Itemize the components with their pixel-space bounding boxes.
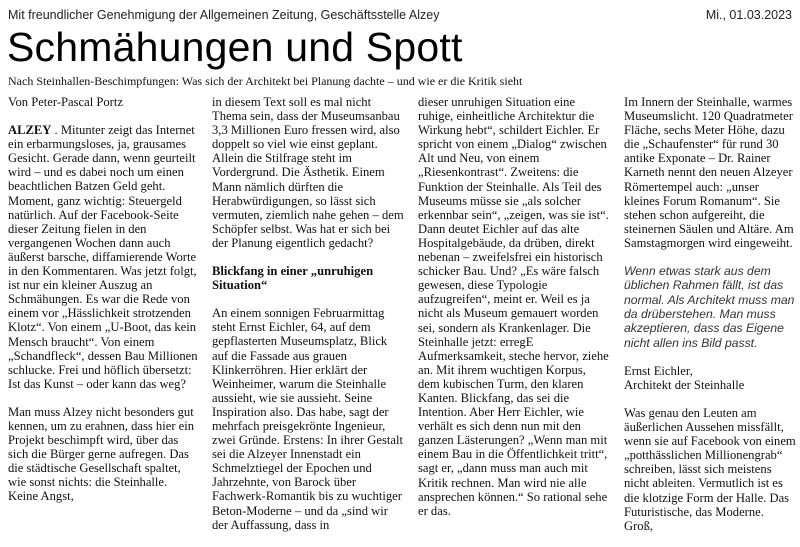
quote-attribution: [624, 364, 796, 392]
paragraph: Man muss Alzey nicht besonders gut kennen, um zu erahnen, dass hier ein Projekt beschimpft wird, über das sich die Bürger gerne aufregen. Das die städtische Gesellschaft spaltet, wie sonst nichts: die Steinhalle. Keine Angst,: [8, 404, 195, 504]
column-1: [8, 95, 198, 518]
headline: Schmähungen und Spott: [7, 24, 463, 70]
column-2: [212, 95, 404, 546]
quote-name: Ernst Eichler,: [624, 363, 693, 378]
paragraph: Was genau den Leuten am äußerlichen Aussehen missfällt, wenn sie auf Facebook von einem „potthässlichen Millionengrab“ schreiben, lässt sich meistens nicht ableiten. Vermutlich ist es die klotzige Form der Halle. Das Futuristische, das Moderne. Groß,: [624, 406, 796, 533]
section-subheading: Blickfang in einer „unruhigen Situation“: [212, 264, 374, 293]
publication-date: Mi., 01.03.2023: [705, 8, 792, 22]
paragraph: dieser unruhigen Situation eine ruhige, einheitliche Architektur die Wirkung hebt“, schildert Eichler. Er spricht von einem „Dialog“ zwischen Alt und Neu, von einem „Riesenkontrast“. Zweitens: die Funktion der Steinhalle. Als Teil des Museums müsse sie „als solcher erkennbar sein“, „zeigen, was sie ist“. Dann deutet Eichler auf das alte Hospitalgebäude, da drüben, direkt nebenan – zweifelsfrei ein historisch schicker Bau. Und? „Es wäre falsch gewesen, diese Typologie aufzugreifen“, meint er. Weil es ja nicht als Museum gemauert worden sei, sondern als Krankenlager. Die Steinhalle jetzt: erregE Aufmerksamkeit, steche hervor, ziehe an. Mit ihrem wuchtigen Korpus, dem kubischen Turm, den klaren Kanten. Blickfang, das sei die Intention. Aber Herr Eichler, wie verhält es sich denn nun mit den ganzen Lästerungen? „Wenn man mit einem Bau in die Öffentlichkeit tritt“, sagt er, „dann muss man auch mit Kritik rechnen. Man wird nie alle ansprechen können.“ So rational sehe er das.: [418, 95, 609, 518]
quote-role: Architekt der Steinhalle: [624, 377, 745, 392]
paragraph: Im Innern der Steinhalle, warmes Museumslicht. 120 Quadratmeter Fläche, sechs Meter Höhe, dazu die „Schaufenster“ für rund 30 antike Exponate – Dr. Rainer Karneth nennt den neuen Alzeyer Römertempel auch: „unser kleines Forum Romanum“. Sie stehen schon aufgereiht, die steinernen Säulen und Altäre. Am Samstagmorgen wird eingeweiht.: [624, 95, 794, 250]
paragraph: in diesem Text soll es mal nicht Thema sein, dass der Museumsanbau 3,3 Millionen Euro fressen wird, also doppelt so viel wie einst geplant. Allein die Stilfrage steht im Vordergrund. Die Ästhetik. Einem Mann nämlich dürften die Herabwürdigungen, so lässt sich vermuten, ziemlich nahe gehen – dem Schöpfer selbst. Was hat er sich bei der Planung eigentlich gedacht?: [212, 95, 404, 250]
column-4: [624, 95, 796, 547]
lead-text: . Mitunter zeigt das Internet ein erbarmungsloses, ja, grausames Gesicht. Gerade dann, wenn geurteilt wird – und es dabei noch um einen beachtlichen Batzen Geld geht. Moment, ganz wichtig: Steuergeld natürlich. Auf der Facebook-Seite dieser Zeitung fielen in den vergangenen Wochen dann auch äußerst barsche, diffamierende Worte in den Kommentaren. Was jetzt folgt, ist nur ein kleiner Auszug an Schmähungen. Es war die Rede von einem vor „Hässlichkeit strotzenden Klotz“. Von einem „U-Boot, das kein Mensch braucht“. Von einem „Schandfleck“, dessen Bau Millionen schlucke. Frei und höflich übersetzt: Ist das Kunst – oder kann das weg?: [8, 123, 198, 391]
author-byline: Von Peter-Pascal Portz: [8, 95, 123, 109]
column-3: [418, 95, 610, 532]
lead-paragraph: [8, 123, 198, 391]
paragraph: An einem sonnigen Februarmittag steht Ernst Eichler, 64, auf dem gepflasterten Museumsplatz, Blick auf die Fassade aus grauen Klinkerröhren. Hier erklärt der Weinheimer, warum die Steinhalle aussieht, wie sie aussieht. Seine Inspiration also. Das habe, sagt der mehrfach preisgekrönte Ingenieur, zwei Gründe. Erstens: In ihrer Gestalt sei die Alzeyer Innenstadt ein Schmelztiegel der Epochen und Jahrzehnte, von Barock über Fachwerk-Romantik bis zu wuchtiger Beton-Moderne – und da „sind wir der Auffassung, dass in: [212, 306, 403, 532]
dateline: ALZEY: [8, 123, 52, 138]
subheadline: Nach Steinhallen-Beschimpfungen: Was sich der Architekt bei Planung dachte – und wie er die Kritik sieht: [8, 74, 523, 88]
pull-quote: Wenn etwas stark aus dem üblichen Rahmen fällt, ist das normal. Als Architekt muss man da drüberstehen. Man muss akzeptieren, dass das Eigene nicht allen ins Bild passt.: [624, 264, 795, 350]
source-credit: Mit freundlicher Genehmigung der Allgemeinen Zeitung, Geschäftsstelle Alzey: [8, 8, 440, 22]
